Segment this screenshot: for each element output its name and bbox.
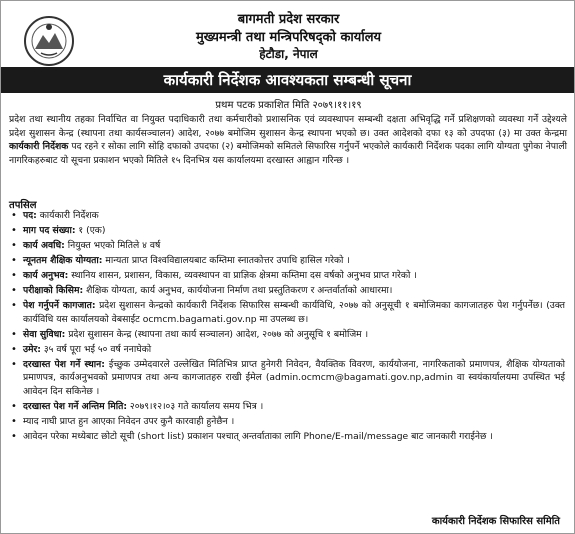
list-item bbox=[9, 415, 565, 429]
header-government-name: बागमती प्रदेश सरकार bbox=[237, 12, 340, 27]
header-office-name: मुख्यमन्त्री तथा मन्त्रिपरिषद्को कार्यालय bbox=[195, 30, 382, 45]
item-label: कार्य अवधि: bbox=[23, 240, 65, 251]
bullet-icon: • bbox=[11, 210, 17, 221]
bullet-icon: • bbox=[11, 285, 17, 296]
item-label: कार्य अनुभव: bbox=[23, 270, 69, 281]
header-location: हेटौडा, नेपाल bbox=[259, 47, 318, 61]
intro-text-part1: प्रदेश तथा स्थानीय तहका निर्वाचित वा नियुक्त पदाधिकारी तथा कर्मचारीको प्रशासनिक एवं व्यवस्थापन सम्बन्धी दक्षता अभिवृद्धि गर्ने प्रशिक्षणको व्यवस्था गर्ने उद्देश्यले प्रदेश सुशासन केन्द्र (स्थापना तथा कार्यसञ्चालन) आदेश, २०७७ बमोजिम सुशासन केन्द्र स्थापना भएको छ। उक्त आदेशको दफा १३ को उपदफा (३) मा उक्त केन्द्रमा bbox=[9, 114, 567, 139]
details-heading: तपसिल bbox=[9, 200, 37, 211]
item-label: परीक्षाको किसिम: bbox=[23, 285, 84, 296]
list-item bbox=[9, 284, 565, 298]
intro-paragraph bbox=[9, 113, 567, 167]
list-item bbox=[9, 209, 565, 223]
bullet-icon: • bbox=[11, 270, 17, 281]
list-item bbox=[9, 358, 565, 399]
notice-title-banner: कार्यकारी निर्देशक आवश्यकता सम्बन्धी सूचना bbox=[1, 67, 574, 93]
list-item bbox=[9, 254, 565, 268]
list-item bbox=[9, 269, 565, 283]
bullet-icon: • bbox=[11, 343, 17, 355]
item-text: ईच्छुक उम्मेदवारले उल्लेखित मितिभित्र प्राप्त हुनेगरी निवेदन, वैयक्तिक विवरण, कार्ययोजना, नागरिकताको प्रमाणपत्र, शैक्षिक योग्यताको प्रमाणपत्र, कार्यअनुभवको प्रमाणपत्र तथा अन्य कागजातहरु राखी ईमेल (admin.ocmcm@bagamati.gov.np,admin वा स्वयंकार्यालयमा उपस्थित भई आवेदन दिन सकिनेछ । bbox=[23, 358, 566, 397]
item-label: सेवा सुविधा: bbox=[23, 328, 66, 340]
item-text: शैक्षिक योग्यता, कार्य अनुभव, कार्ययोजना निर्माण तथा प्रस्तुतिकरण र अन्तर्वार्ताको आधारमा। bbox=[83, 285, 393, 296]
bullet-icon: • bbox=[11, 415, 17, 427]
bullet-icon: • bbox=[11, 430, 17, 442]
item-text: १ (एक) bbox=[75, 225, 106, 236]
publication-date: प्रथम पटक प्रकाशित मिति २०७९।११।१९ bbox=[215, 100, 362, 111]
bullet-icon: • bbox=[11, 225, 17, 236]
item-label: दरखास्त पेश गर्ने स्थान: bbox=[23, 358, 105, 370]
item-text: स्थानिय शासन, प्रशासन, विकास, व्यवस्थापन वा प्राज्ञिक क्षेत्रमा कम्तिमा दस वर्षको अनुभव प्राप्त गरेको । bbox=[68, 270, 417, 281]
bullet-icon: • bbox=[11, 240, 17, 251]
item-text: प्रदेश सुशासन केन्द्रको कार्यकारी निर्देशक सिफारिस सम्बन्धी कार्यविधि, २०७७ को अनुसूची १ बमोजिमका कागजातहरु पेश गर्नुपर्नेछ। (उक्त कार्यविधि यस कार्यालयको वेबसाईट ocmcm.bagamati.gov.np मा उपलब्ध छ। bbox=[23, 300, 565, 325]
list-item bbox=[9, 299, 565, 326]
intro-bold-position: कार्यकारी निर्देशक bbox=[9, 141, 69, 152]
list-item bbox=[9, 430, 565, 444]
bullet-icon: • bbox=[11, 255, 17, 266]
item-text: प्रदेश सुशासन केन्द्र (स्थापना तथा कार्य सञ्चालन) आदेश, २०७७ को अनुसूचि १ बमोजिम । bbox=[65, 328, 369, 340]
list-item bbox=[9, 400, 565, 414]
intro-text-part2: पद रहने र सोका लागि सोहि दफाको उपदफा (२) बमोजिमको समितले सिफारिस गर्नुपर्ने भएकोले कार्यकारी निर्देशक पदका लागि योग्यता पुगेका नेपाली नागरिकहरुबाट यो सूचना प्रकाशन भएको मितिले १५ दिनभित्र यस कार्यालयमा दरखास्त आह्वान गरिन्छ । bbox=[9, 141, 568, 166]
bullet-icon: • bbox=[11, 358, 17, 370]
bullet-icon: • bbox=[11, 300, 17, 311]
item-label: माग पद संख्या: bbox=[23, 225, 76, 236]
item-label: न्यूनतम शैक्षिक योग्यता: bbox=[23, 255, 103, 266]
item-text: नियुक्त भएको मितिले ४ वर्ष bbox=[64, 240, 161, 251]
details-list bbox=[9, 209, 565, 445]
bullet-icon: • bbox=[11, 400, 17, 412]
list-item bbox=[9, 343, 565, 357]
item-text: मान्यता प्राप्त विश्वविद्यालयबाट कम्तिमा स्नातकोत्तर उपाधि हासिल गरेको । bbox=[102, 255, 350, 266]
list-item bbox=[9, 239, 565, 253]
item-text: २०७९।१२।०३ गते कार्यालय समय भित्र । bbox=[127, 400, 264, 412]
item-text: कार्यकारी निर्देशक bbox=[36, 210, 99, 221]
bullet-icon: • bbox=[11, 328, 17, 340]
item-text: म्याद नाघी प्राप्त हुन आएका निवेदन उपर कुनै कारवाही हुनेछैन । bbox=[23, 415, 235, 427]
item-label: पेश गर्नुपर्ने कागजात: bbox=[23, 300, 96, 311]
item-label: पद: bbox=[23, 210, 37, 221]
item-label: दरखास्त पेश गर्ने अन्तिम मिति: bbox=[23, 400, 127, 412]
item-label: उमेर: bbox=[23, 343, 41, 355]
list-item bbox=[9, 328, 565, 342]
item-text: आवेदन परेका मध्येबाट छोटो सूची (short list) प्रकाशन पश्चात् अन्तर्वाताका लागि Phone/E-mail/message बाट जानकारी गराईनेछ । bbox=[23, 430, 493, 442]
list-item bbox=[9, 224, 565, 238]
item-text: ३५ वर्ष पूरा भई ५० वर्ष ननाघेको bbox=[40, 343, 152, 355]
signature-committee: कार्यकारी निर्देशक सिफारिस समिति bbox=[431, 516, 560, 527]
